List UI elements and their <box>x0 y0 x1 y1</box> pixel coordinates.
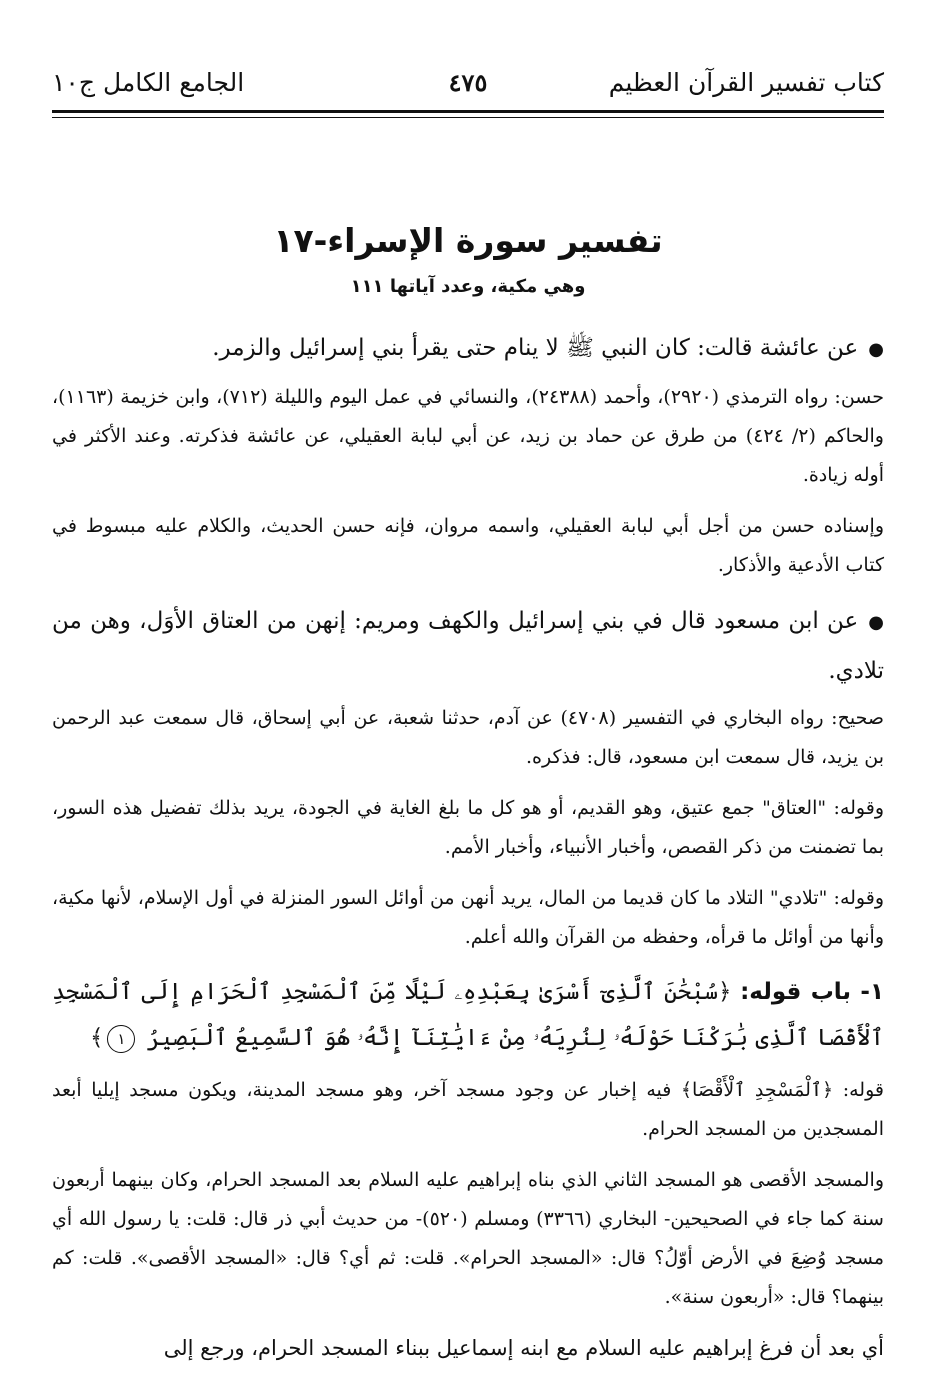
hadith-ibn-masud <box>52 597 884 695</box>
explanation-ataq: وقوله: "العتاق" جمع عتيق، وهو القديم، أو هو كل ما بلغ الغاية في الجودة، يريد بذلك تفضيل هذه السور، بما تضمنت من ذكر القصص، وأخبار الأنبياء، وأخبار الأمم. <box>52 797 884 858</box>
header-rule-thin <box>52 117 884 118</box>
page-body <box>52 212 884 1368</box>
commentary-masjid-aqsa: قوله: ﴿ٱلْمَسْجِدِ ٱلْأَقْصَا﴾ فيه إخبار عن وجود مسجد آخر، وهو مسجد المدينة، ويكون مسجد إيليا أبعد المسجدين من المسجد الحرام. <box>52 1079 884 1140</box>
takhrij-aisha: حسن: رواه الترمذي (٢٩٢٠)، وأحمد (٢٤٣٨٨)، والنسائي في عمل اليوم والليلة (٧١٢)، وابن خزيمة (١١٦٣)، والحاكم (٢/ ٤٢٤) من طرق عن حماد بن زيد، عن أبي لبابة العقيلي، عن عائشة فذكرته. وعند الأكثر في أوله زيادة. <box>52 386 884 486</box>
quran-verse: ﴿سُبْحَٰنَ ٱلَّذِىٓ أَسْرَىٰ بِعَبْدِهِۦ لَيْلًا مِّنَ ٱلْمَسْجِدِ ٱلْحَرَامِ إِلَى ٱلْمَسْجِدِ ٱلْأَقْصَا ٱلَّذِى بَٰرَكْنَا حَوْلَهُۥ لِنُرِيَهُۥ مِنْ ءَايَٰتِنَآ إِنَّهُۥ هُوَ ٱلسَّمِيعُ ٱلْبَصِيرُ <box>52 979 884 1051</box>
hadith-ibn-masud-text: عن ابن مسعود قال في بني إسرائيل والكهف ومريم: إنهن من العتاق الأوَل، وهن من تلادي. <box>52 608 884 684</box>
book-page <box>52 0 884 1374</box>
header-collection-volume: الجامع الكامل ج١٠ <box>52 68 245 97</box>
hadith-aisha-text: عن عائشة قالت: كان النبي ﷺ لا ينام حتى يقرأ بني إسرائيل والزمر. <box>212 335 859 361</box>
bullet-icon: ● <box>868 339 884 360</box>
header-book-title: كتاب تفسير القرآن العظيم <box>608 68 884 97</box>
chapter-label: ١- باب قوله: <box>740 979 884 1005</box>
isnad-comment: وإسناده حسن من أجل أبي لبابة العقيلي، واسمه مروان، فإنه حسن الحديث، والكلام عليه مبسوط في كتاب الأدعية والأذكار. <box>52 515 884 576</box>
continuing-paragraph: أي بعد أن فرغ إبراهيم عليه السلام مع ابنه إسماعيل ببناء المسجد الحرام، ورجع إلى <box>163 1336 884 1360</box>
surah-subtitle: وهي مكية، وعدد آياتها ١١١ <box>350 276 586 297</box>
page-number: ٤٧٥ <box>448 68 488 97</box>
verse-close-bracket: ﴾ <box>89 1025 104 1051</box>
commentary-first-mosques: والمسجد الأقصى هو المسجد الثاني الذي بناه إبراهيم عليه السلام بعد المسجد الحرام، وكان بينهما أربعون سنة كما جاء في الصحيحين- البخاري (٣٣٦٦) ومسلم (٥٢٠)- من حديث أبي ذر قال: قلت: يا رسول الله أي مسجد وُضِعَ في الأرض أوّلُ؟ قال: «المسجد الحرام». قلت: ثم أي؟ قال: «المسجد الأقصى». قلت: كم بينهما؟ قال: «أربعون سنة». <box>52 1169 884 1308</box>
bullet-icon: ● <box>868 612 884 633</box>
running-header <box>52 58 884 98</box>
hadith-aisha <box>52 324 884 374</box>
ayah-number-marker: ١ <box>107 1025 135 1053</box>
surah-title: تفسير سورة الإسراء-١٧ <box>273 221 663 260</box>
takhrij-ibn-masud: صحيح: رواه البخاري في التفسير (٤٧٠٨) عن آدم، حدثنا شعبة، عن أبي إسحاق، قال سمعت عبد الرحمن بن يزيد، قال سمعت ابن مسعود، قال: فذكره. <box>52 707 884 768</box>
chapter-heading <box>52 969 884 1061</box>
header-rule-thick <box>52 110 884 113</box>
explanation-tiladi: وقوله: "تلادي" التلاد ما كان قديما من المال، يريد أنهن من أوائل السور المنزلة في أول الإسلام، لأنها مكية، وأنها من أوائل ما قرأه، وحفظه من القرآن والله أعلم. <box>52 887 884 948</box>
